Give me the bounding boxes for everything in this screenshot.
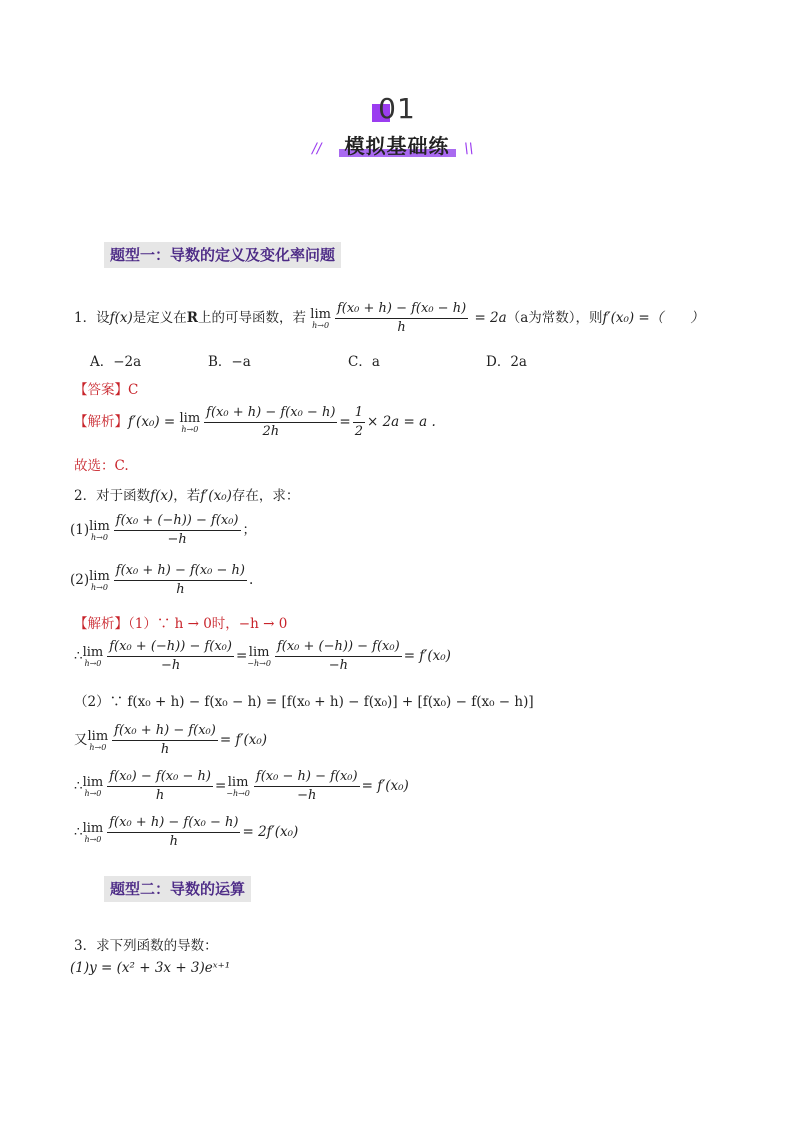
analysis-2-step-5: ∴ lim h→0 $\frac{\text{f(x₀) − f(x₀ − h)}}{h}$ = lim −h→0 $\frac{\text{f(x₀ − h) − f(x₀)}}{-h}$ = f′(x₀) [74, 769, 409, 803]
a2-l2-lim-b-text: lim [248, 644, 270, 660]
q1-lim-sub: h→0 [312, 320, 330, 330]
q1-middle: 是定义在 [132, 310, 187, 326]
a2-analysis-tag: 【解析】 [74, 616, 128, 632]
q2-p2-end: . [249, 572, 254, 588]
a2-l2-pre: ∴ [74, 648, 83, 664]
a2-l2-fraction-a [107, 638, 234, 675]
a2-l2-num-a: f(x₀ + (−h)) − f(x₀) [107, 638, 234, 657]
a2-l5-den-b: −h [297, 788, 317, 803]
a2-l2-fraction-b [275, 638, 402, 675]
a1-half-den: 2 [354, 424, 363, 439]
a2-l2-lim-b [247, 646, 271, 668]
a1-lim-sub: h→0 [181, 424, 199, 434]
q1-option-b: B．−a [208, 354, 251, 370]
a2-l5-lim-b-sub: −h→0 [226, 788, 250, 798]
q1-note: （a为常数），则 [506, 310, 603, 326]
a2-l2-lim-b-sub: −h→0 [247, 658, 271, 668]
a2-l4-den: h [160, 742, 170, 757]
a2-l5-lim-b-text: lim [227, 774, 249, 790]
q2-p2-label: (2) [70, 572, 90, 588]
a2-l4-lim-text: lim [87, 728, 109, 744]
q1-denominator: h [397, 320, 406, 335]
question-3: 3．求下列函数的导数： [74, 938, 218, 954]
a1-mid: = [339, 414, 351, 430]
a2-l5-lim-a [83, 776, 104, 798]
q2-fx: f(x) [150, 488, 174, 504]
q2-fpx0: f′(x₀) [200, 488, 232, 504]
a2-step-1: （1）∵ h → 0时，−h → 0 [128, 616, 288, 632]
q2-p1-lim-sub: h→0 [90, 532, 108, 542]
q2-intro-c: 存在，求： [231, 488, 300, 504]
q2-part-1 [70, 512, 256, 549]
a2-l5-num-a: f(x₀) − f(x₀ − h) [107, 768, 213, 787]
a1-half [353, 404, 365, 441]
a2-l2-num-b: f(x₀ + (−h)) − f(x₀) [275, 638, 402, 657]
q2-p1-lim-text: lim [89, 518, 110, 534]
q2-p2-lim-sub: h→0 [90, 582, 108, 592]
analysis-2-step-3 [74, 690, 534, 710]
a2-l2-den-a: −h [160, 658, 181, 673]
a1-half-num: 1 [353, 404, 365, 423]
a2-l4-lim [88, 730, 109, 752]
q1-numerator: f(x₀ + h) − f(x₀ − h) [335, 300, 468, 319]
q2-p2-numerator: f(x₀ + h) − f(x₀ − h) [114, 562, 247, 581]
analysis-2-step-4 [74, 722, 267, 759]
a1-lhs: f′(x₀) = [128, 414, 180, 430]
a2-l5-fraction-b [254, 768, 360, 805]
q2-p1-label: (1) [70, 522, 90, 538]
a2-l3: （2）∵ f(x₀ + h) − f(x₀ − h) = [f(x₀ + h) − f(x₀)] + [f(x₀) − f(x₀ − h)] [74, 694, 534, 710]
a2-l6-lim [83, 822, 104, 844]
q2-p2-lim [89, 570, 110, 592]
question-1 [74, 300, 704, 337]
a1-lim [180, 412, 201, 434]
q1-middle2: 上的可导函数，若 [197, 310, 306, 326]
q2-p1-lim [89, 520, 110, 542]
q1-lim [310, 308, 331, 330]
a2-l5-den-a: h [155, 788, 165, 803]
q2-p1-denominator: −h [167, 532, 187, 547]
a2-l4-pre: 又 [74, 732, 88, 748]
a2-l6-pre: ∴ [74, 824, 83, 840]
question-3-part-1 [70, 960, 230, 976]
a1-fraction [204, 404, 337, 441]
a2-l2-lim-a [83, 646, 104, 668]
q1-option-a: A．−2a [90, 354, 142, 370]
q2-p1-numerator: f(x₀ + (−h)) − f(x₀) [114, 512, 241, 531]
q1-fx: f(x) [109, 310, 133, 326]
q2-intro-b: ，若 [173, 488, 201, 504]
q2-p2-fraction [114, 562, 247, 599]
header-title [339, 130, 456, 159]
q2-part-2 [70, 562, 253, 599]
a1-answer: C [128, 382, 139, 398]
header-title-text: 模拟基础练 [344, 134, 450, 158]
q2-p2-denominator: h [176, 582, 185, 597]
q2-p1-end: ； [242, 522, 257, 538]
q1-lim-text: lim [310, 306, 331, 322]
section-heading-2: 题型二：导数的运算 [104, 876, 251, 902]
analysis-1 [74, 404, 436, 441]
a2-l6-lim-text: lim [82, 820, 104, 836]
a2-l5-lim-a-sub: h→0 [84, 788, 102, 798]
a2-l6-fraction [107, 814, 240, 851]
a2-l2-den-b: −h [328, 658, 348, 673]
q1-R: R [186, 310, 198, 326]
a1-answer-tag: 【答案】 [74, 382, 128, 398]
a2-l5-num-b: f(x₀ − h) − f(x₀) [254, 768, 360, 787]
a2-l2-lim-a-text: lim [82, 644, 104, 660]
section-heading-1: 题型一：导数的定义及变化率问题 [104, 242, 341, 268]
q1-ask: f′(x₀) =（ ） [602, 310, 704, 326]
conclusion-1 [74, 454, 129, 474]
analysis-2-step-1 [74, 612, 287, 632]
q2-intro-a: 2．对于函数 [74, 488, 151, 504]
a2-l6-den: h [169, 834, 179, 849]
header-slash-left: // [312, 141, 322, 157]
a2-l4-num: f(x₀ + h) − f(x₀) [112, 722, 218, 741]
q3-p1: (1)y = (x² + 3x + 3)eˣ⁺¹ [70, 960, 231, 976]
a1-rhs: × 2a = a . [366, 414, 436, 430]
q1-option-d: D．2a [486, 354, 527, 370]
a2-l4-lim-sub: h→0 [89, 742, 107, 752]
a1-lim-text: lim [179, 410, 201, 426]
a2-l6-num: f(x₀ + h) − f(x₀ − h) [107, 814, 240, 833]
q1-fraction [335, 300, 468, 337]
a1-numerator: f(x₀ + h) − f(x₀ − h) [204, 404, 337, 423]
q1-equals: = 2a [474, 310, 507, 326]
a2-l4-fraction [112, 722, 218, 759]
analysis-2-step-2: ∴ lim h→0 $\frac{\text{f(x₀ + (−h)) − f(x₀)}}{-h}$ = lim −h→0 $\frac{\text{f(x₀ + (−h)) − f(x₀)}}{-h}$ = f′(x₀) [74, 639, 451, 673]
a1-denominator: 2h [262, 424, 280, 439]
header-slash-right: \\ [464, 141, 474, 157]
a2-l5-fraction-a [107, 768, 213, 805]
a1-analysis-tag: 【解析】 [74, 414, 128, 430]
a2-l6-lim-sub: h→0 [84, 834, 102, 844]
a2-l5-lim-a-text: lim [82, 774, 104, 790]
a2-l2-lim-a-sub: h→0 [84, 658, 102, 668]
analysis-2-step-6 [74, 814, 298, 851]
question-2 [74, 484, 299, 504]
a2-l6-end: = 2f′(x₀) [242, 824, 299, 840]
a2-l2-end: = f′(x₀) [403, 648, 451, 664]
a1-conclusion: C. [114, 458, 129, 474]
a2-l5-end: = f′(x₀) [361, 778, 409, 794]
q2-p2-lim-text: lim [89, 568, 110, 584]
a2-l5-lim-b [226, 776, 250, 798]
header-title-wrap [0, 130, 794, 159]
a2-l5-pre: ∴ [74, 778, 83, 794]
q1-option-c: C．a [348, 354, 380, 370]
answer-1 [74, 378, 138, 398]
q2-p1-fraction [114, 512, 241, 549]
a2-l4-end: = f′(x₀) [219, 732, 268, 748]
a1-conclusion-tag: 故选： [74, 458, 115, 474]
q1-prefix: 1．设 [74, 310, 110, 326]
header-number: 01 [378, 92, 416, 125]
